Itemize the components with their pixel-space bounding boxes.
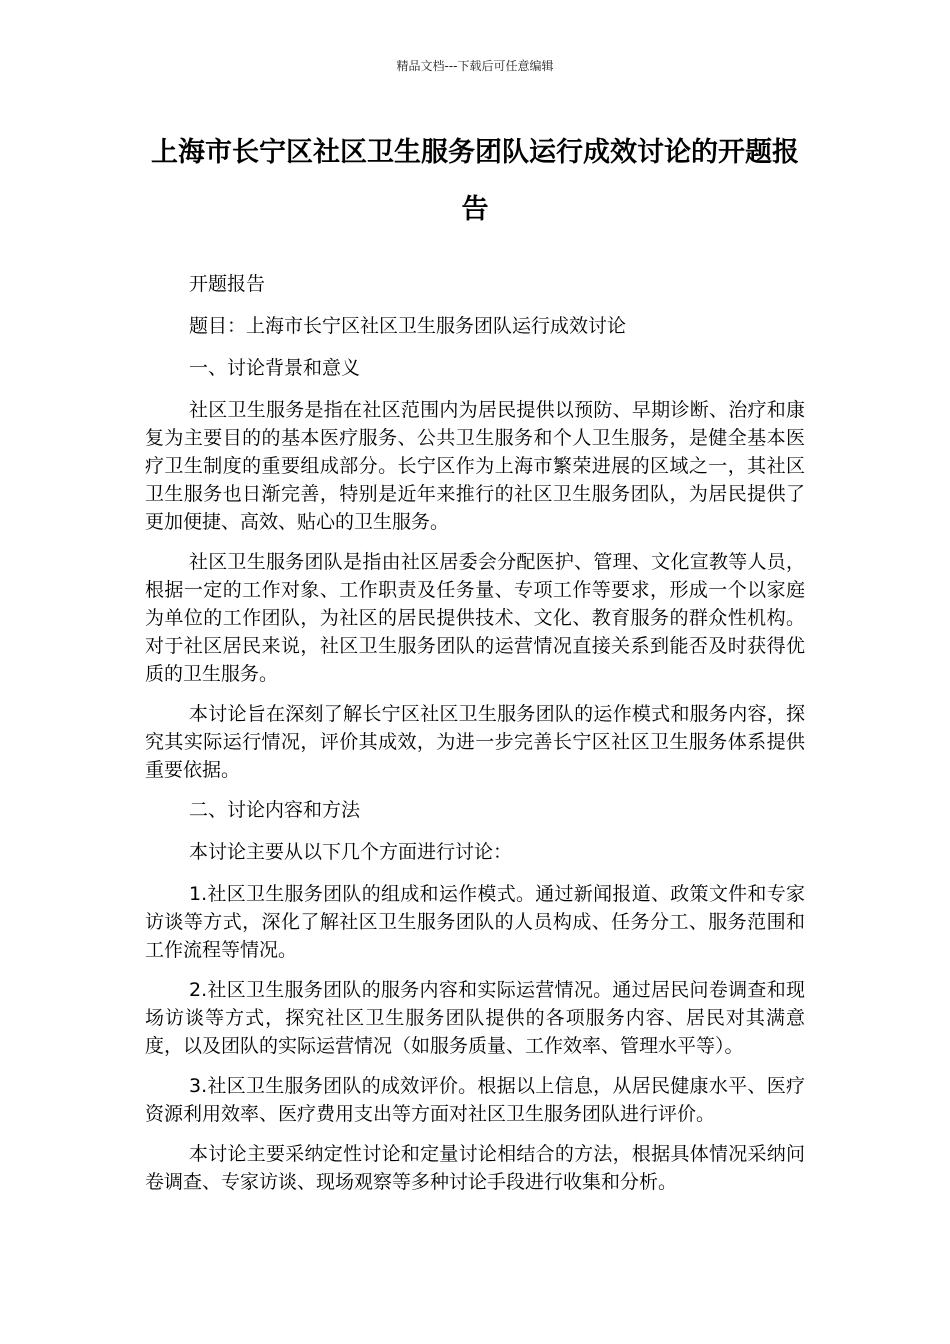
report-topic: 题目：上海市长宁区社区卫生服务团队运行成效讨论: [189, 315, 627, 337]
list-item-service-content: 2.社区卫生服务团队的服务内容和实际运营情况。通过居民问卷调查和现场访谈等方式，探究社区卫生服务团队提供的各项服务内容、居民对其满意度，以及团队的实际运营情况（如服务质量、工作效率、管理水平等）。: [145, 979, 805, 1057]
list-item-composition: 1.社区卫生服务团队的组成和运作模式。通过新闻报道、政策文件和专家访谈等方式，深化了解社区卫生服务团队的人员构成、任务分工、服务范围和工作流程等情况。: [145, 883, 805, 961]
paragraph-research-purpose: 本讨论旨在深刻了解长宁区社区卫生服务团队的运作模式和服务内容，探究其实际运行情况，评价其成效，为进一步完善长宁区社区卫生服务体系提供重要依据。: [145, 703, 805, 781]
section-heading-background: 一、讨论背景和意义: [189, 357, 361, 379]
paragraph-service-team-definition: 社区卫生服务团队是指由社区居委会分配医护、管理、文化宣教等人员，根据一定的工作对象、工作职责及任务量、专项工作等要求，形成一个以家庭为单位的工作团队，为社区的居民提供技术、文化、教育服务的群众性机构。对于社区居民来说，社区卫生服务团队的运营情况直接关系到能否及时获得优质的卫生服务。: [145, 551, 805, 685]
header-note: 精品文档---下载后可任意编辑: [396, 59, 554, 73]
paragraph-community-health-service: 社区卫生服务是指在社区范围内为居民提供以预防、早期诊断、治疗和康复为主要目的的基本医疗服务、公共卫生服务和个人卫生服务，是健全基本医疗卫生制度的重要组成部分。长宁区作为上海市繁荣进展的区域之一，其社区卫生服务也日渐完善，特别是近年来推行的社区卫生服务团队，为居民提供了更加便捷、高效、贴心的卫生服务。: [145, 399, 805, 533]
section-heading-content-methods: 二、讨论内容和方法: [189, 799, 361, 821]
paragraph-methods: 本讨论主要采纳定性讨论和定量讨论相结合的方法，根据具体情况采纳问卷调查、专家访谈、现场观察等多种讨论手段进行收集和分析。: [145, 1143, 805, 1193]
document-title: 上海市长宁区社区卫生服务团队运行成效讨论的开题报告: [151, 137, 799, 225]
report-label: 开题报告: [189, 273, 266, 295]
paragraph-aspects-intro: 本讨论主要从以下几个方面进行讨论：: [189, 841, 513, 863]
list-item-evaluation: 3.社区卫生服务团队的成效评价。根据以上信息，从居民健康水平、医疗资源利用效率、医疗费用支出等方面对社区卫生服务团队进行评价。: [145, 1075, 805, 1125]
document-body: [145, 270, 805, 1208]
